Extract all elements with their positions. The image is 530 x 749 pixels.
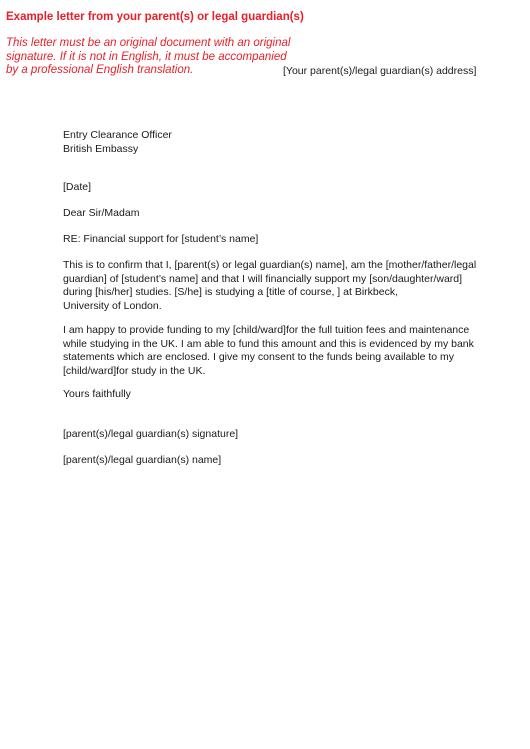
original-document-notice: [6, 37, 291, 78]
subject-line: RE: Financial support for [student’s name]: [63, 233, 259, 245]
salutation: Dear Sir/Madam: [63, 207, 140, 219]
paragraph-line: I am happy to provide funding to my [child/ward]for the full tuition fees and maintenance: [63, 324, 470, 336]
closing-line: Yours faithfully: [63, 388, 131, 400]
paragraph-line: This is to confirm that I, [parent(s) or legal guardian(s) name], am the [mother/father/legal: [63, 259, 477, 271]
recipient-line: Entry Clearance Officer: [63, 129, 172, 141]
paragraph-line: statements which are enclosed. I give my consent to the funds being available to my: [63, 351, 455, 363]
paragraph-line: while studying in the UK. I am able to fund this amount and this is evidenced by my bank: [63, 337, 474, 350]
letter-title: Example letter from your parent(s) or legal guardian(s): [6, 11, 304, 23]
paragraph-line: during [his/her] studies. [S/he] is studying a [title of course, ] at Birkbeck,: [63, 286, 398, 298]
confirmation-paragraph: [63, 259, 476, 313]
sender-address: [Your parent(s)/legal guardian(s) address]: [283, 65, 477, 77]
paragraph-line: guardian] of [student’s name] and that I will financially support my [son/daughter/ward]: [63, 272, 463, 285]
letter-date: [Date]: [63, 181, 92, 193]
notice-line: This letter must be an original document with an original: [6, 37, 291, 49]
paragraph-line: University of London.: [63, 299, 162, 312]
notice-line: signature. If it is not in English, it must be accompanied: [6, 50, 287, 63]
name-placeholder: [parent(s)/legal guardian(s) name]: [63, 454, 222, 466]
paragraph-line: [child/ward]for study in the UK.: [63, 364, 206, 377]
recipient-line: British Embassy: [63, 142, 139, 155]
funding-paragraph: [63, 324, 474, 378]
notice-line: by a professional English translation.: [6, 64, 194, 76]
recipient-block: [63, 129, 172, 156]
signature-placeholder: [parent(s)/legal guardian(s) signature]: [63, 428, 239, 440]
